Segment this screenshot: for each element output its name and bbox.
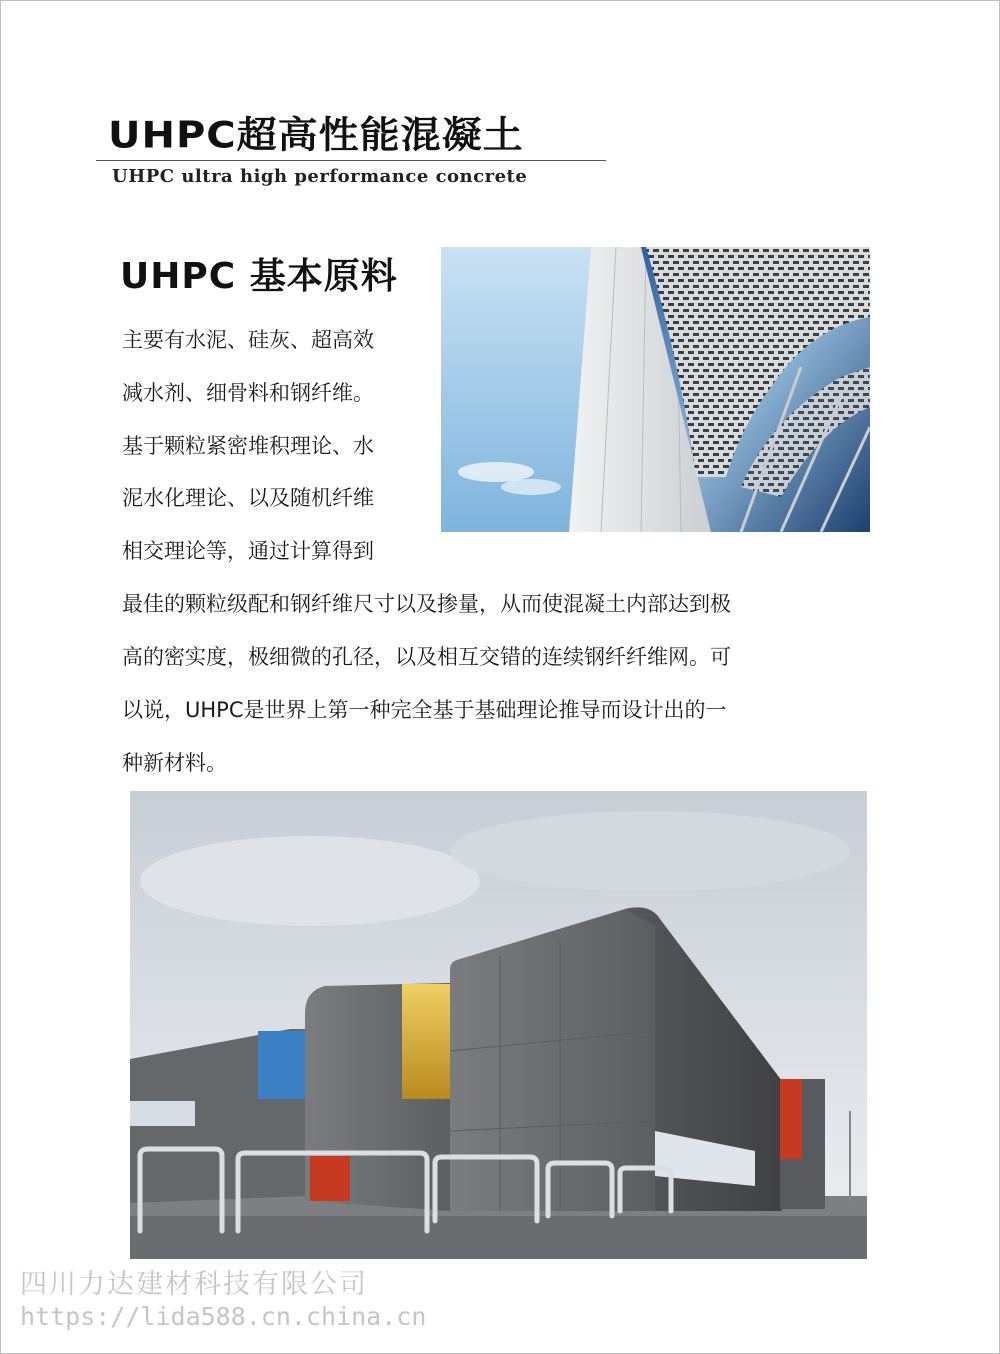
text-line: 泥水化理论、以及随机纤维 bbox=[122, 486, 374, 511]
page-title: UHPC超高性能混凝土 bbox=[108, 114, 524, 157]
text-line: 最佳的颗粒级配和钢纤维尺寸以及掺量，从而使混凝土内部达到极 bbox=[122, 592, 731, 616]
text-line: 减水剂、细骨料和钢纤维。 bbox=[122, 380, 374, 405]
intro-paragraph bbox=[122, 314, 432, 578]
text-line: 主要有水泥、硅灰、超高效 bbox=[122, 328, 374, 352]
section-heading: UHPC 基本原料 bbox=[120, 256, 398, 297]
building-facade-illustration bbox=[441, 247, 870, 532]
concrete-building-photo bbox=[130, 791, 867, 1259]
title-divider bbox=[96, 160, 606, 161]
concrete-building-illustration bbox=[130, 791, 867, 1259]
building-facade-photo bbox=[441, 247, 870, 532]
company-watermark: 四川力达建材科技有限公司 bbox=[20, 1269, 368, 1300]
url-watermark: https://lida588.cn.china.cn bbox=[20, 1302, 427, 1331]
body-paragraph bbox=[122, 578, 862, 790]
page-subtitle: UHPC ultra high performance concrete bbox=[112, 166, 528, 187]
text-line: 高的密实度，极细微的孔径，以及相互交错的连续钢纤纤维网。可 bbox=[122, 645, 731, 669]
text-line: 种新材料。 bbox=[122, 751, 227, 775]
text-line: 相交理论等，通过计算得到 bbox=[122, 539, 374, 564]
text-line: 以说，UHPC是世界上第一种完全基于基础理论推导而设计出的一 bbox=[122, 698, 727, 722]
text-line: 基于颗粒紧密堆积理论、水 bbox=[122, 433, 374, 458]
